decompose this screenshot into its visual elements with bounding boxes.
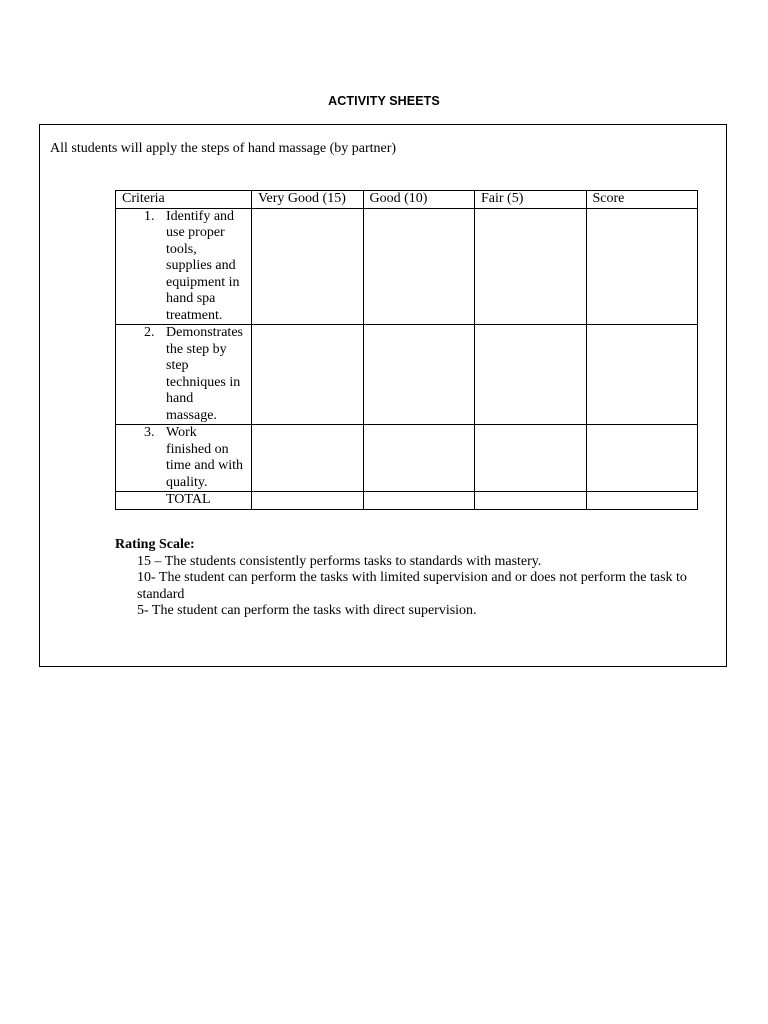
score-cell[interactable]	[586, 325, 698, 425]
rating-scale	[115, 537, 695, 620]
criteria-cell	[116, 425, 252, 492]
very-good-cell[interactable]	[252, 425, 364, 492]
criteria-text: Demonstrates the step by step techniques in hand massage.	[166, 325, 243, 423]
total-label: TOTAL	[166, 492, 211, 507]
total-fair-cell[interactable]	[475, 492, 587, 510]
header-score: Score	[586, 191, 698, 209]
criteria-number: 2.	[144, 325, 155, 340]
criteria-number: 3.	[144, 425, 155, 440]
total-good-cell[interactable]	[363, 492, 475, 510]
table-row	[116, 425, 698, 492]
very-good-cell[interactable]	[252, 208, 364, 325]
good-cell[interactable]	[363, 325, 475, 425]
table-header-row	[116, 191, 698, 209]
header-fair: Fair (5)	[475, 191, 587, 209]
criteria-cell	[116, 325, 252, 425]
total-score-cell[interactable]	[586, 492, 698, 510]
good-cell[interactable]	[363, 425, 475, 492]
table-total-row	[116, 492, 698, 510]
criteria-text: Work finished on time and with quality.	[166, 425, 243, 490]
score-cell[interactable]	[586, 425, 698, 492]
fair-cell[interactable]	[475, 325, 587, 425]
rubric-table	[115, 190, 698, 510]
table-row	[116, 208, 698, 325]
criteria-cell	[116, 208, 252, 325]
rating-scale-item: 10- The student can perform the tasks with limited supervision and or does not perform the task to standard	[137, 570, 687, 602]
fair-cell[interactable]	[475, 208, 587, 325]
total-label-cell	[116, 492, 252, 510]
page-title: ACTIVITY SHEETS	[328, 94, 440, 108]
criteria-number: 1.	[144, 208, 155, 224]
score-cell[interactable]	[586, 208, 698, 325]
total-very-good-cell[interactable]	[252, 492, 364, 510]
fair-cell[interactable]	[475, 425, 587, 492]
header-very-good: Very Good (15)	[252, 191, 364, 209]
header-criteria: Criteria	[116, 191, 252, 209]
very-good-cell[interactable]	[252, 325, 364, 425]
header-good: Good (10)	[363, 191, 475, 209]
table-row	[116, 325, 698, 425]
rating-scale-item: 15 – The students consistently performs tasks to standards with mastery.	[137, 553, 542, 569]
instruction-text: All students will apply the steps of hand massage (by partner)	[50, 141, 397, 156]
good-cell[interactable]	[363, 208, 475, 325]
rating-scale-item: 5- The student can perform the tasks with direct supervision.	[137, 603, 477, 618]
rating-scale-heading: Rating Scale:	[115, 537, 195, 552]
criteria-text: Identify and use proper tools, supplies and equipment in hand spa treatment.	[166, 208, 240, 323]
